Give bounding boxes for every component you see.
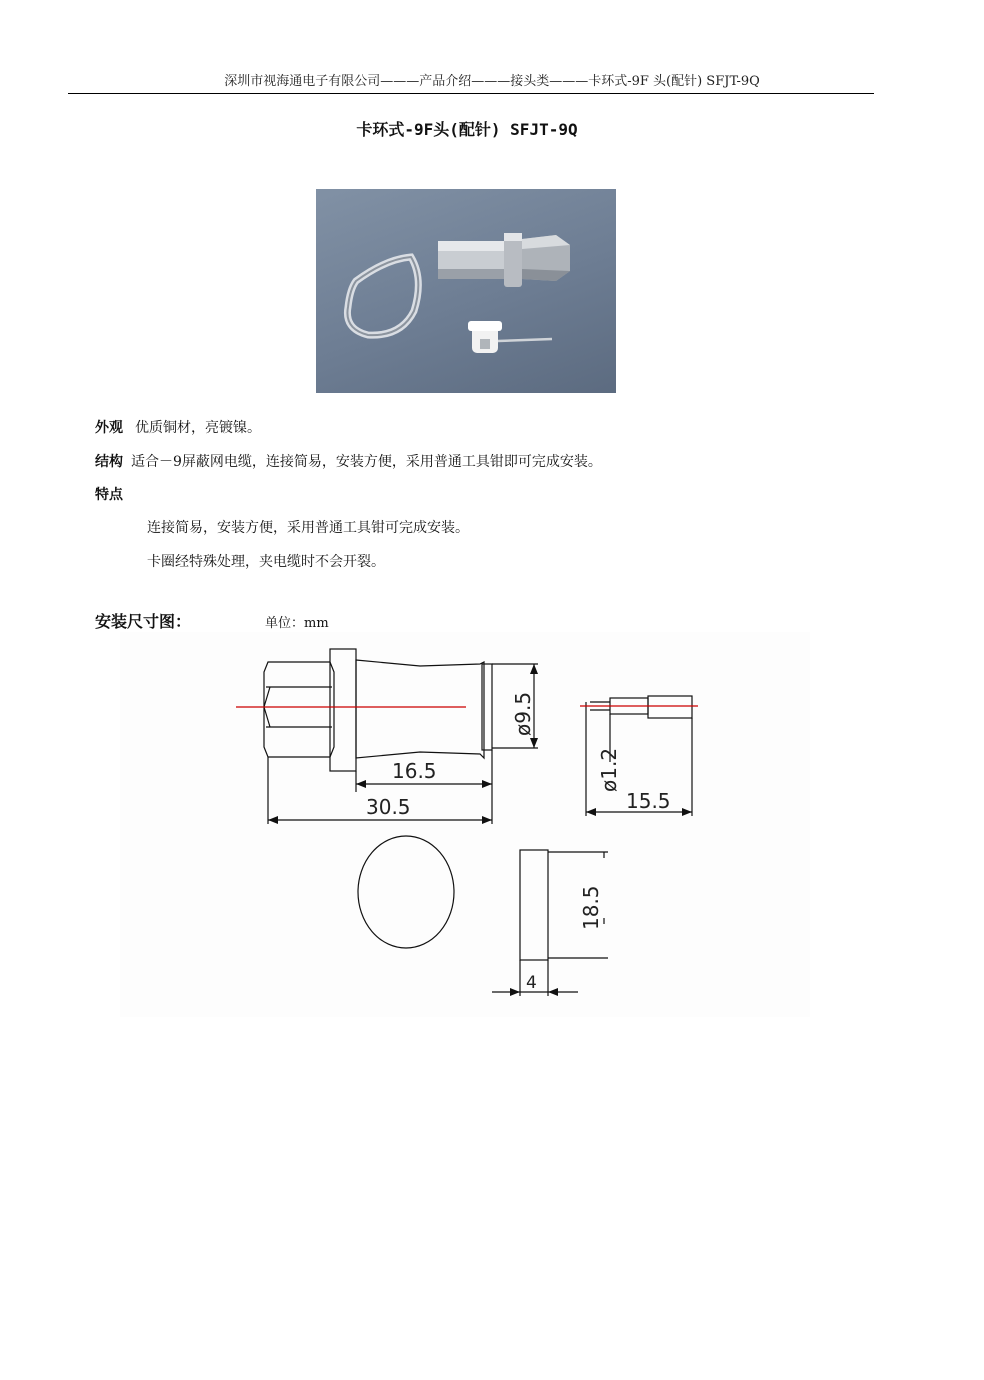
ring-front-view — [358, 836, 454, 948]
feature-item-2: 卡圈经特殊处理，夹电缆时不会开裂。 — [147, 554, 385, 570]
ring-side-view — [520, 850, 548, 960]
dim-ring-height: 18.5 — [579, 885, 603, 930]
dim-pin-diameter: ø1.2 — [597, 747, 621, 792]
dimensions-unit: 单位：mm — [265, 616, 329, 631]
dimensions-heading: 安装尺寸图： — [95, 612, 192, 631]
feature-item-1: 连接简易，安装方便，采用普通工具钳可完成安装。 — [147, 520, 469, 536]
dim-sleeve-length: 16.5 — [392, 759, 437, 783]
appearance-text: 优质铜材，亮镀镍。 — [135, 420, 261, 436]
appearance-line — [95, 418, 261, 438]
dimension-drawing — [120, 632, 810, 1017]
page-header: 深圳市视海通电子有限公司———产品介绍———接头类———卡环式-9F 头(配针) SFJT-9Q — [224, 74, 760, 89]
dim-ring-width: 4 — [526, 973, 537, 993]
structure-label: 结构 — [95, 454, 123, 470]
sleeve-outline — [356, 660, 484, 758]
structure-line — [95, 452, 602, 472]
dim-total-length: 30.5 — [366, 795, 411, 819]
dim-pin-length: 15.5 — [626, 789, 671, 813]
header-rule — [68, 93, 874, 94]
page-title: 卡环式-9F头(配针) SFJT-9Q — [356, 120, 578, 139]
structure-text: 适合－9屏蔽网电缆，连接简易，安装方便，采用普通工具钳即可完成安装。 — [131, 454, 602, 470]
features-label: 特点 — [95, 487, 123, 503]
pin-insulator-outline — [648, 696, 692, 718]
appearance-label: 外观 — [95, 420, 123, 436]
hex-nut-outline — [264, 662, 334, 757]
dim-body-diameter: ø9.5 — [511, 691, 535, 736]
product-photo — [316, 189, 616, 393]
